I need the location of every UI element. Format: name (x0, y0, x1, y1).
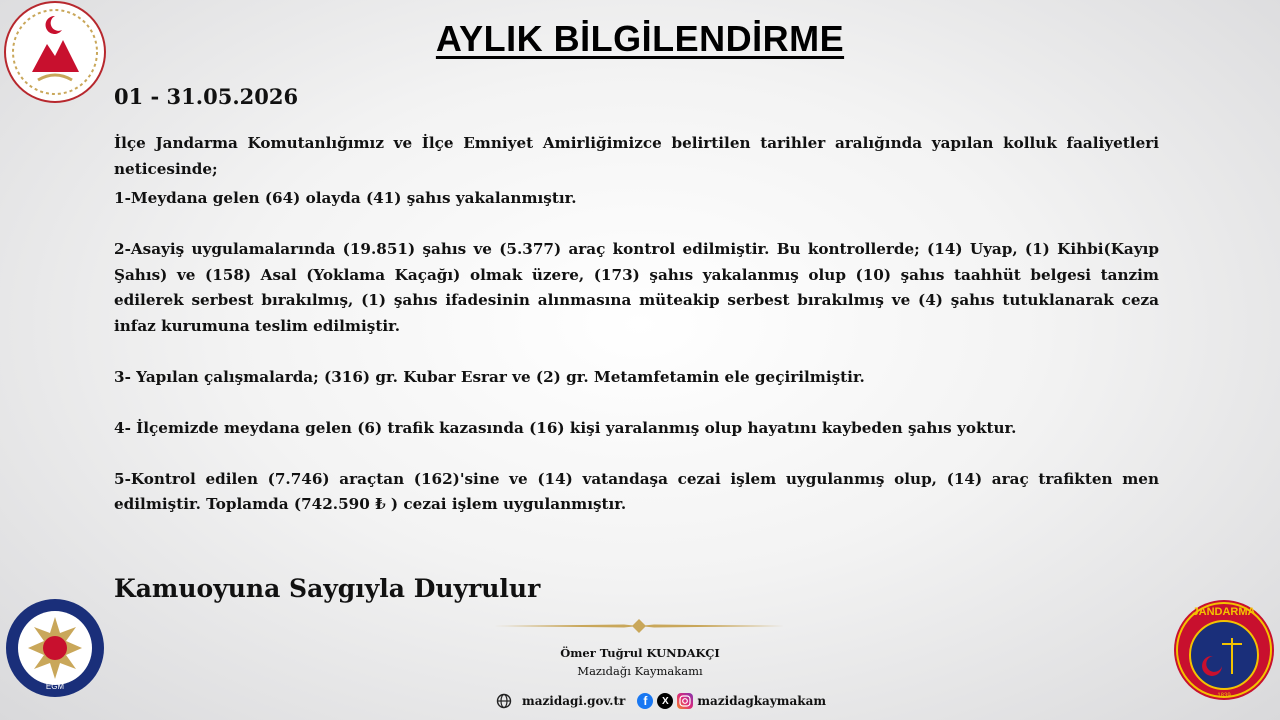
x-icon[interactable]: X (657, 693, 673, 709)
emniyet-seal (4, 597, 106, 699)
jandarma-year: 1839 (1217, 693, 1231, 699)
signatory-name: Ömer Tuğrul KUNDAKÇI (560, 646, 720, 660)
item-2: 2-Asayiş uygulamalarında (19.851) şahıs ve (5.377) araç kontrol edilmiştir. Bu kontrollerde; (14) Uyap, (1) Kihbi(Kayıp Şahıs) ve (158) Asal (Yoklama Kaçağı) olmak üzere, (173) şahıs yakalanmış olup (10) şahıs taahhüt belgesi tanzim edilerek serbest bırakılmış, (1) şahıs ifadesinin alınmasına müteakip serbest bırakılmış ve (4) şahıs tutuklanarak ceza infaz kurumuna teslim edilmiştir. (114, 240, 1159, 335)
instagram-icon[interactable] (677, 693, 693, 709)
footer-links (496, 691, 826, 711)
egm-label: EGM (45, 682, 65, 691)
report-date: 01 - 31.05.2026 (114, 84, 299, 109)
facebook-icon[interactable]: f (637, 693, 653, 709)
item-5: 5-Kontrol edilen (7.746) araçtan (162)'sine ve (14) vatandaşa cezai işlem uygulanmış olup, (14) araç trafikten men edilmiştir. Toplamda (742.590 ₺ ) cezai işlem uygulanmıştır. (114, 469, 1159, 513)
signatory-role: Mazıdağı Kaymakamı (577, 664, 703, 678)
website-link[interactable]: mazidagi.gov.tr (522, 694, 626, 708)
closing-statement: Kamuoyuna Saygıyla Duyrulur (114, 574, 541, 603)
report-body (114, 131, 1159, 518)
globe-icon (496, 693, 512, 709)
jandarma-seal (1172, 598, 1276, 702)
item-4: 4- İlçemizde meydana gelen (6) trafik kazasında (16) kişi yaralanmış olup hayatını kaybeden şahıs yoktur. (114, 418, 1017, 437)
item-1: 1-Meydana gelen (64) olayda (41) şahıs yakalanmıştır. (114, 189, 577, 207)
page-title: AYLIK BİLGİLENDİRME (435, 18, 845, 59)
intro-paragraph: İlçe Jandarma Komutanlığımız ve İlçe Emniyet Amirliğimizce belirtilen tarihler aralığında yapılan kolluk faaliyetleri neticesinde; (114, 134, 1159, 178)
social-handle[interactable]: mazidagkaymakam (697, 694, 827, 708)
jandarma-label: JANDARMA (1192, 606, 1256, 618)
item-3: 3- Yapılan çalışmalarda; (316) gr. Kubar Esrar ve (2) gr. Metamfetamin ele geçirilmiştir. (114, 367, 865, 386)
gold-divider (494, 618, 784, 632)
